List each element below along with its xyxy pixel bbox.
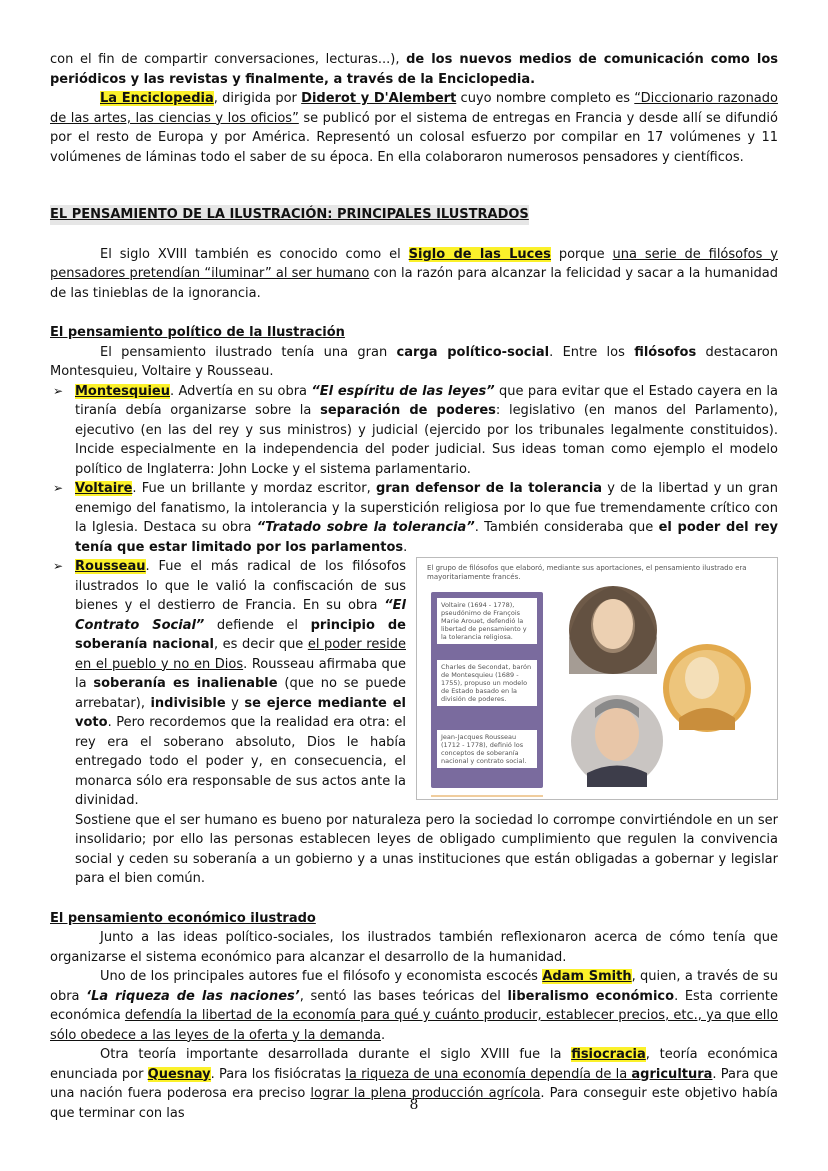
list-item-rousseau: ➢ El grupo de filósofos que elaboró, mediante sus aportaciones, el pensamiento ilustrado era mayoritariamente francés. Voltaire (1694 - 1778), pseudónimo de François Marie Arouet, defendió la libertad de pensamiento y la tolerancia religiosa. Charles de Secondat, barón de Montesquieu (1689 - 1755), propuso un modelo de Estado basado en la división de poderes. Jean-Jacques Rousseau (1712 - 1778), definió los conceptos de soberanía nacional y contrato social. Rousseau. Fue el más radical de los filósofos ilustrados lo que le valió la confiscación de sus bienes y el destierro de Francia. En su obra “El Contrato Social” defiende el principio de soberanía nacional, es decir que el poder reside en el pueblo y no en Dios. Rousseau afirmaba que la soberanía es inalienable (que no se puede arrebatar), indivisible y se ejerce mediante el voto. Pero recordemos que la realidad era otra: el rey era el soberano absoluto, Dios le había entregado todo el poder y, en consecuencia, el monarca sólo era responsable de sus actos ante la divinidad. Sostiene que el ser humano es bueno por naturaleza pero la sociedad lo corrompe convirtiéndole en un ser insolidario; por ello las personas establecen leyes de obligado cumplimiento que regulen la convivencia social y ceden su soberanía a un gobierno y a unas instituciones que están obligadas a gobernar y legislar para el bien común. <box>53 559 778 886</box>
philosophers-list <box>50 382 778 889</box>
page-number: 8 <box>409 1097 419 1113</box>
philosophers-figure <box>416 557 778 800</box>
portrait-rousseau <box>571 695 663 787</box>
portrait-voltaire <box>569 586 657 674</box>
paragraph-politico: El pensamiento ilustrado tenía una gran carga político-social. Entre los filósofos destacaron Montesquieu, Voltaire y Rousseau. <box>50 344 778 379</box>
figure-caption: El grupo de filósofos que elaboró, mediante sus aportaciones, el pensamiento ilustrado era mayoritariamente francés. <box>427 564 747 581</box>
arrow-bullet-icon: ➢ <box>53 481 64 495</box>
portrait-montesquieu <box>663 644 751 732</box>
arrow-bullet-icon: ➢ <box>53 383 64 398</box>
figure-card-rousseau: Jean-Jacques Rousseau (1712 - 1778), definió los conceptos de soberanía nacional y contrato social. <box>437 730 537 768</box>
section-heading-economico: El pensamiento económico ilustrado <box>50 910 316 926</box>
section-heading-politico: El pensamiento político de la Ilustración <box>50 325 345 340</box>
portraits-illustration <box>417 558 778 800</box>
list-item-montesquieu: ➢ Montesquieu. Advertía en su obra “El espíritu de las leyes” que para evitar que el Estado cayera en la tiranía debía organizarse sobre la separación de poderes: legislativo (en manos del Parlamento), ejecutivo (en las del rey y sus ministros) y judicial (ejercido por los tribunales legalmente constituidos). Incide especialmente en la independencia del poder judicial. Sus ideas toman como ejemplo el modelo político de Inglaterra: John Locke y el sistema parlamentario. <box>53 383 778 477</box>
paragraph-fisiocracia: Otra teoría importante desarrollada durante el siglo XVIII fue la fisiocracia, teoría económica enunciada por Quesnay. Para los fisiócratas la riqueza de una economía dependía de la agricultura. Para que una nación fuera poderosa era preciso lograr la plena producción agrícola. Para conseguir este objetivo había que terminar con las <box>50 1047 779 1121</box>
figure-card-montesquieu: Charles de Secondat, barón de Montesquieu (1689 - 1755), propuso un modelo de Estado basado en la división de poderes. <box>437 660 537 706</box>
figure-card-voltaire: Voltaire (1694 - 1778), pseudónimo de François Marie Arouet, defendió la libertad de pensamiento y la tolerancia religiosa. <box>437 598 537 644</box>
paragraph-enciclopedia: La Enciclopedia, dirigida por Diderot y D'Alembert cuyo nombre completo es “Diccionario razonado de las artes, las ciencias y los oficios” se publicó por el sistema de entregas en Francia y desde allí se difundió por el resto de Europa y por América. Representó un colosal esfuerzo por compilar en 17 volúmenes y 11 volúmenes de láminas todo el saber de su época. En ella colaboraron numerosos pensadores y científicos. <box>50 91 778 165</box>
arrow-bullet-icon: ➢ <box>53 559 64 573</box>
paragraph-siglo-luces: El siglo XVIII también es conocido como el Siglo de las Luces porque una serie de filósofos y pensadores pretendían “iluminar” al ser humano con la razón para alcanzar la felicidad y sacar a la humanidad de las tinieblas de la ignorancia. <box>50 246 778 301</box>
highlight-enciclopedia: La Enciclopedia <box>100 91 214 106</box>
document-body <box>50 50 778 1123</box>
paragraph-intro: con el fin de compartir conversaciones, lecturas...), de los nuevos medios de comunicación como los periódicos y las revistas y finalmente, a través de la Enciclopedia. <box>50 52 778 87</box>
paragraph-economico: Junto a las ideas político-sociales, los ilustrados también reflexionaron acerca de cómo tenía que organizarse el sistema económico para alcanzar el desarrollo de la humanidad. <box>50 930 778 965</box>
paragraph-adam-smith: Uno de los principales autores fue el filósofo y economista escocés Adam Smith, quien, a través de su obra ‘La riqueza de las naciones’, sentó las bases teóricas del liberalismo económico. Esta corriente económica defendía la libertad de la economía para qué y cuánto producir, establecer precios, etc., ya que ello sólo obedece a las leyes de la oferta y la demanda. <box>50 969 779 1043</box>
section-heading-ilustracion: EL PENSAMIENTO DE LA ILUSTRACIÓN: PRINCIPALES ILUSTRADOS <box>50 205 529 225</box>
list-item-voltaire: ➢ Voltaire. Fue un brillante y mordaz escritor, gran defensor de la tolerancia y de la libertad y un gran enemigo del fanatismo, la intolerancia y la superstición religiosa por lo que fue tremendamente crítico con la Iglesia. Destaca su obra “Tratado sobre la tolerancia”. También consideraba que el poder del rey tenía que estar limitado por los parlamentos. <box>53 481 778 555</box>
